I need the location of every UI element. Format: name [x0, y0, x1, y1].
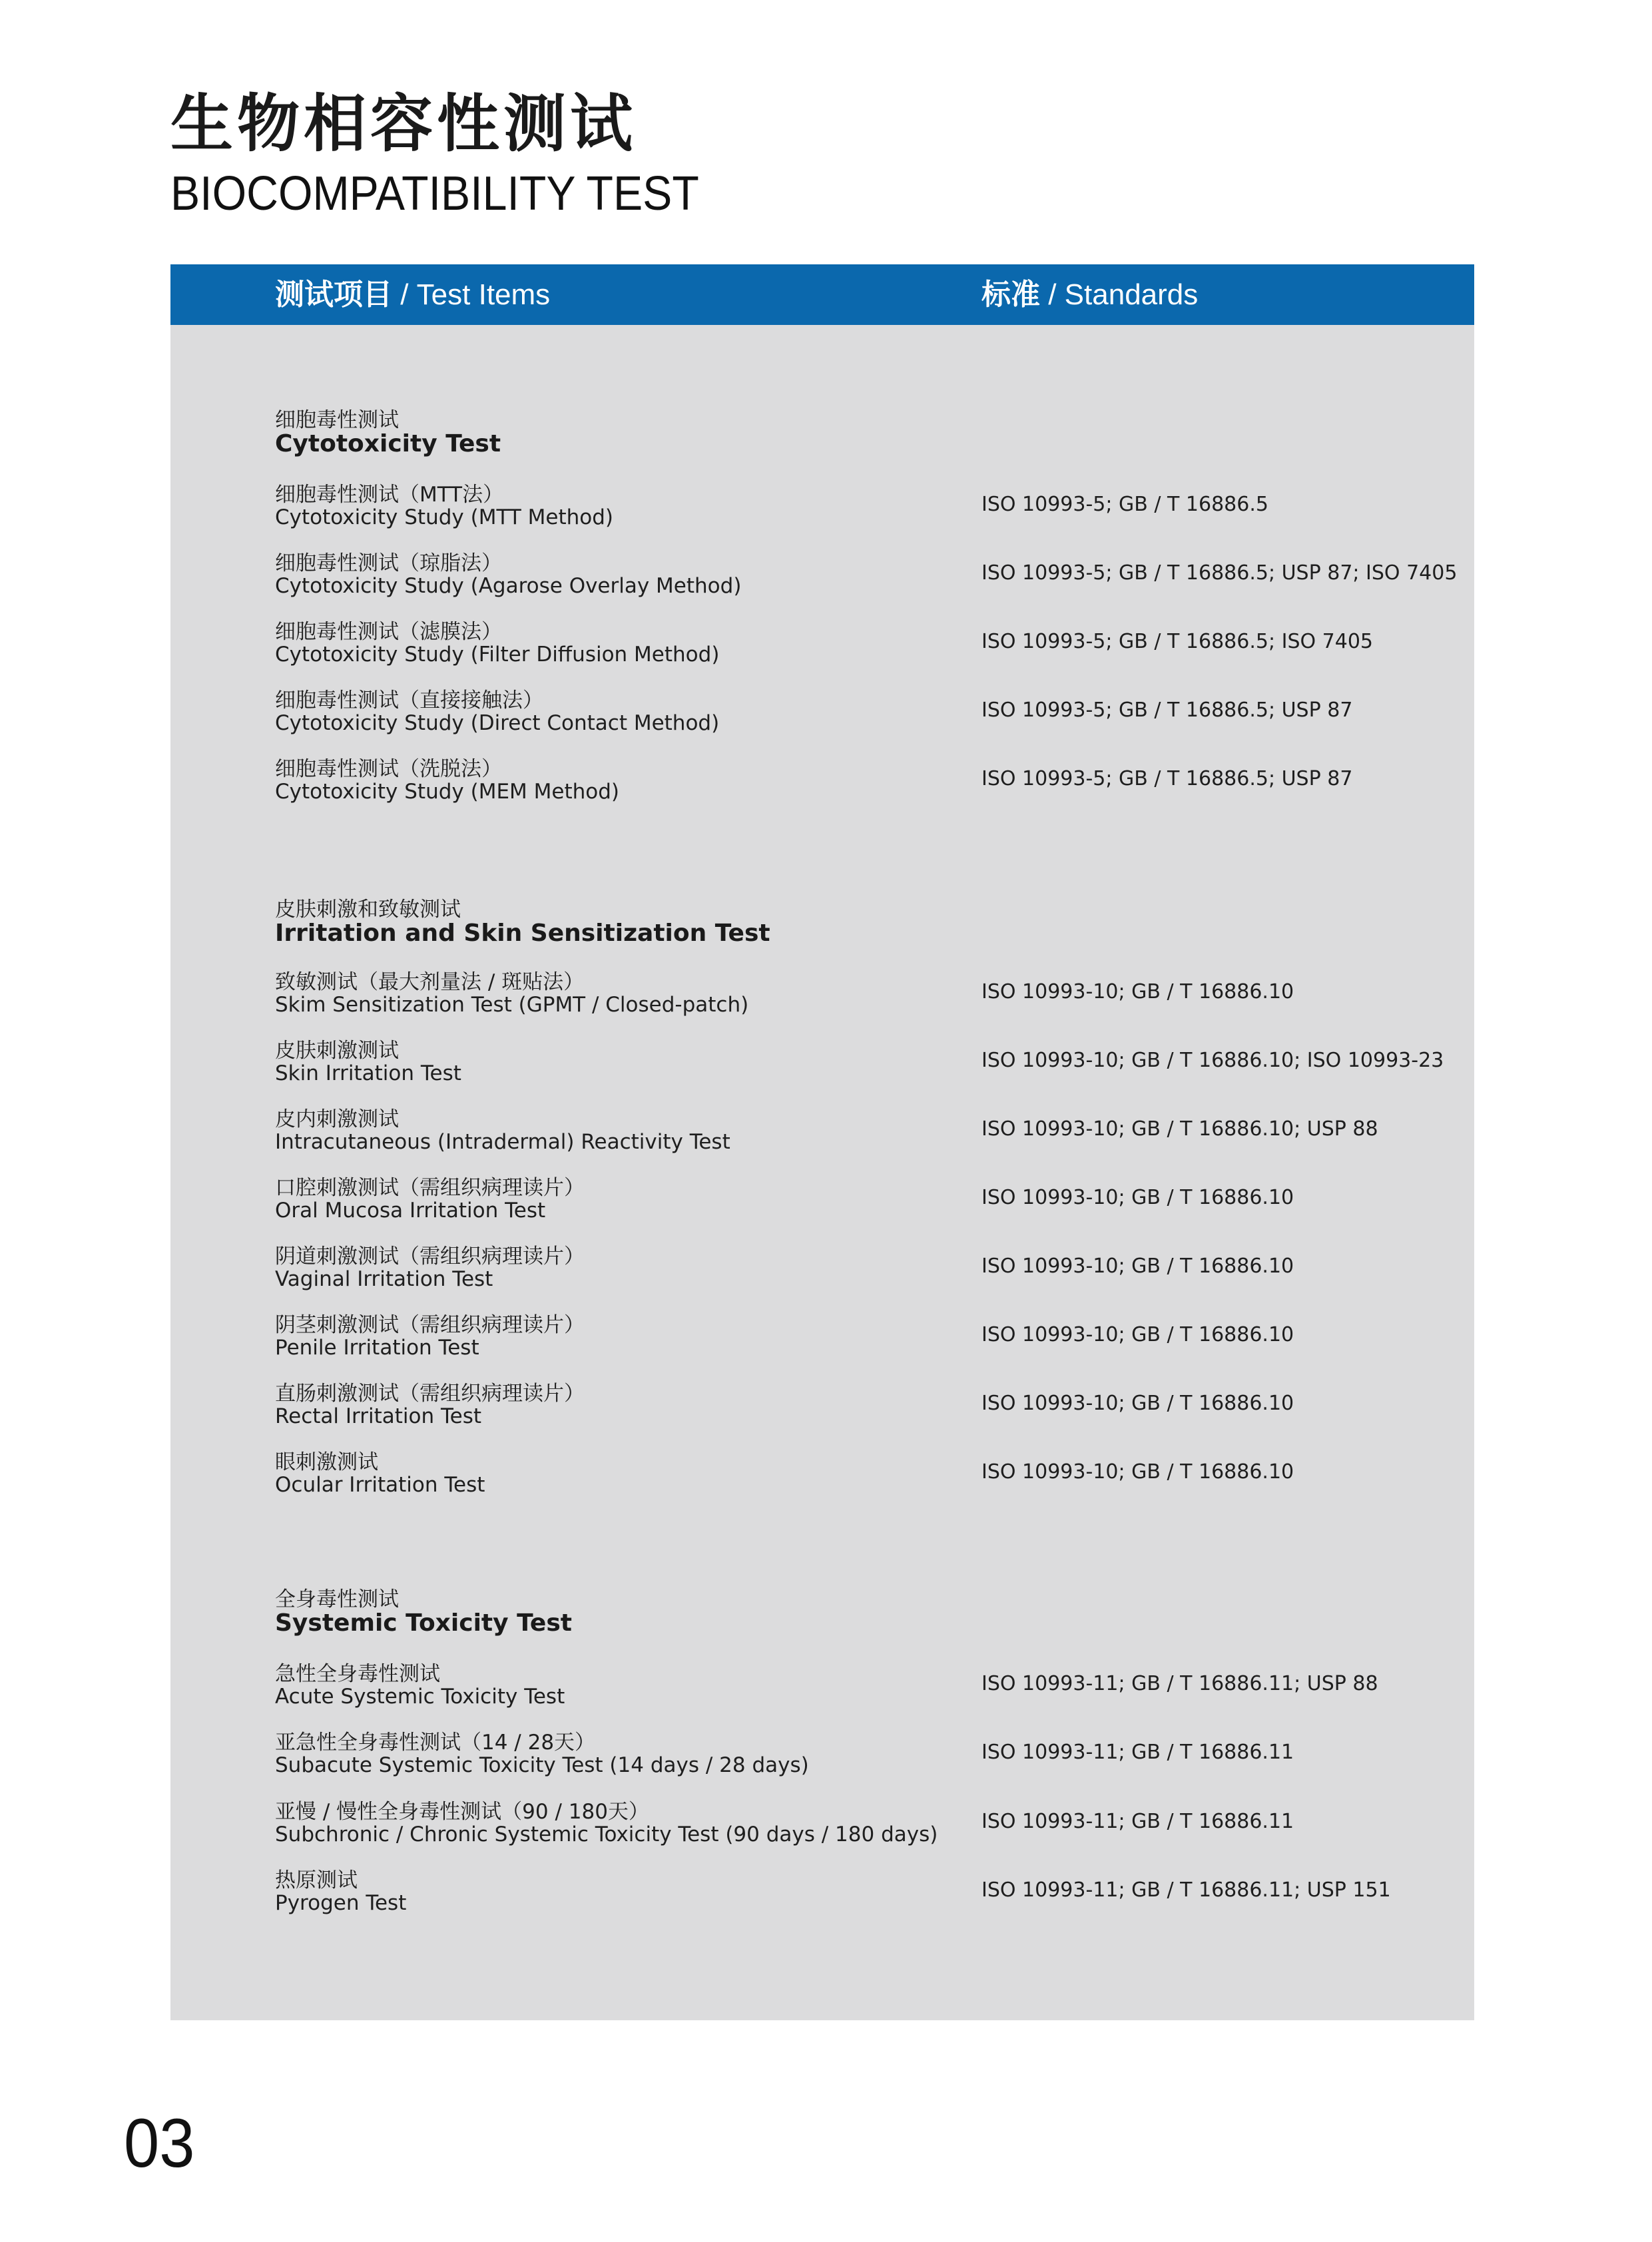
test-item-en: Acute Systemic Toxicity Test: [275, 1685, 565, 1709]
column-header-test-items: [275, 264, 550, 325]
test-item-en: Intracutaneous (Intradermal) Reactivity Test: [275, 1130, 730, 1154]
test-item-en: Vaginal Irritation Test: [275, 1267, 493, 1291]
section-title-cn: 全身毒性测试: [275, 1587, 399, 1611]
test-item-cn: 亚慢 / 慢性全身毒性测试（90 / 180天）: [275, 1800, 649, 1824]
page-title-cn: 生物相容性测试: [170, 88, 637, 160]
column-header-standards: [981, 264, 1198, 325]
test-item-en: Skim Sensitization Test (GPMT / Closed-patch): [275, 993, 749, 1017]
test-item-cn: 眼刺激测试: [275, 1450, 378, 1474]
page-number: 03: [124, 2105, 195, 2182]
test-item-cn: 皮内刺激测试: [275, 1107, 399, 1131]
test-item-cn: 阴茎刺激测试（需组织病理读片）: [275, 1313, 585, 1337]
test-standard: ISO 10993-10; GB / T 16886.10: [981, 1460, 1294, 1484]
test-standard: ISO 10993-10; GB / T 16886.10: [981, 1323, 1294, 1346]
test-item-cn: 致敏测试（最大剂量法 / 斑贴法）: [275, 970, 585, 994]
test-item-en: Pyrogen Test: [275, 1891, 407, 1915]
column-header-test-items-en: / Test Items: [392, 278, 551, 311]
column-header-standards-cn: 标准: [981, 278, 1040, 312]
section-title-en: Irritation and Skin Sensitization Test: [275, 920, 770, 947]
test-standard: ISO 10993-11; GB / T 16886.11; USP 151: [981, 1878, 1391, 1902]
column-header-test-items-cn: 测试项目: [275, 278, 392, 312]
test-item-en: Cytotoxicity Study (MEM Method): [275, 780, 619, 804]
section-title-cn: 皮肤刺激和致敏测试: [275, 898, 461, 922]
test-item-en: Cytotoxicity Study (Filter Diffusion Method): [275, 643, 720, 667]
test-item-cn: 急性全身毒性测试: [275, 1662, 440, 1686]
test-standard: ISO 10993-5; GB / T 16886.5; USP 87: [981, 767, 1353, 790]
page-title-en: BIOCOMPATIBILITY TEST: [170, 167, 699, 220]
test-standard: ISO 10993-10; GB / T 16886.10: [981, 1186, 1294, 1209]
test-standard: ISO 10993-11; GB / T 16886.11: [981, 1741, 1294, 1764]
column-header-standards-en: / Standards: [1040, 278, 1199, 311]
section-title-en: Cytotoxicity Test: [275, 430, 501, 457]
test-item-en: Penile Irritation Test: [275, 1336, 479, 1360]
test-item-cn: 直肠刺激测试（需组织病理读片）: [275, 1382, 585, 1406]
test-standard: ISO 10993-10; GB / T 16886.10; ISO 10993-23: [981, 1049, 1444, 1072]
test-standard: ISO 10993-10; GB / T 16886.10: [981, 1255, 1294, 1278]
section-title-en: Systemic Toxicity Test: [275, 1609, 572, 1637]
test-item-cn: 皮肤刺激测试: [275, 1039, 399, 1063]
test-standard: ISO 10993-10; GB / T 16886.10: [981, 980, 1294, 1003]
test-item-cn: 阴道刺激测试（需组织病理读片）: [275, 1245, 585, 1268]
test-item-en: Ocular Irritation Test: [275, 1473, 485, 1497]
table-body: [170, 325, 1474, 2020]
test-item-en: Cytotoxicity Study (MTT Method): [275, 505, 613, 529]
test-item-cn: 口腔刺激测试（需组织病理读片）: [275, 1176, 585, 1200]
test-standard: ISO 10993-10; GB / T 16886.10: [981, 1392, 1294, 1415]
test-item-cn: 细胞毒性测试（直接接触法）: [275, 689, 543, 712]
test-standard: ISO 10993-11; GB / T 16886.11: [981, 1810, 1294, 1833]
test-item-cn: 热原测试: [275, 1868, 358, 1892]
test-standard: ISO 10993-5; GB / T 16886.5; USP 87; ISO 7405: [981, 561, 1458, 585]
test-standard: ISO 10993-5; GB / T 16886.5; ISO 7405: [981, 630, 1373, 653]
test-standard: ISO 10993-5; GB / T 16886.5; USP 87: [981, 699, 1353, 722]
test-item-cn: 细胞毒性测试（滤膜法）: [275, 620, 502, 644]
test-standard: ISO 10993-5; GB / T 16886.5: [981, 493, 1268, 516]
test-item-en: Cytotoxicity Study (Agarose Overlay Method): [275, 574, 742, 598]
test-item-en: Oral Mucosa Irritation Test: [275, 1199, 546, 1223]
test-standard: ISO 10993-10; GB / T 16886.10; USP 88: [981, 1117, 1378, 1141]
section-title-cn: 细胞毒性测试: [275, 408, 399, 432]
test-item-en: Skin Irritation Test: [275, 1061, 461, 1085]
test-item-en: Rectal Irritation Test: [275, 1404, 482, 1428]
test-item-cn: 细胞毒性测试（琼脂法）: [275, 551, 502, 575]
test-item-cn: 亚急性全身毒性测试（14 / 28天）: [275, 1731, 596, 1755]
test-item-cn: 细胞毒性测试（洗脱法）: [275, 757, 502, 781]
test-item-en: Cytotoxicity Study (Direct Contact Method): [275, 711, 720, 735]
test-standard: ISO 10993-11; GB / T 16886.11; USP 88: [981, 1672, 1378, 1695]
test-item-en: Subacute Systemic Toxicity Test (14 days / 28 days): [275, 1753, 809, 1777]
table-header: [170, 264, 1474, 325]
test-item-en: Subchronic / Chronic Systemic Toxicity Test (90 days / 180 days): [275, 1822, 938, 1846]
test-item-cn: 细胞毒性测试（MTT法）: [275, 483, 504, 507]
